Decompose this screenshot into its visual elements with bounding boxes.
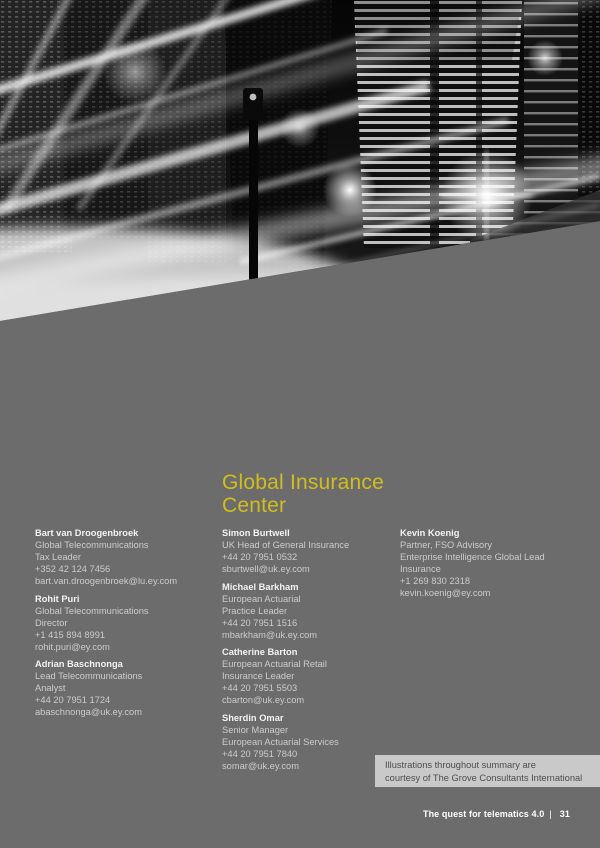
- hero-photo: [0, 0, 600, 332]
- contact-name: Sherdin Omar: [222, 712, 284, 723]
- contact-card: [222, 646, 397, 706]
- contact-email: mbarkham@uk.ey.com: [222, 629, 318, 640]
- contact-email: abaschnonga@uk.ey.com: [35, 707, 142, 717]
- contact-detail: Global Telecommunications: [35, 605, 149, 616]
- contact-email: sburtwell@uk.ey.com: [222, 564, 310, 574]
- contact-detail: European Actuarial: [222, 593, 301, 604]
- illustration-credit-line2: courtesy of The Grove Consultants International: [385, 773, 583, 783]
- contact-detail: Global Telecommunications: [35, 540, 149, 550]
- contacts-column-telecom: [35, 527, 217, 724]
- contact-detail: Senior Manager: [222, 724, 289, 735]
- contact-name: Rohit Puri: [35, 593, 80, 604]
- contact-detail: +44 20 7951 0532: [222, 552, 298, 562]
- contact-detail: Insurance: [400, 564, 441, 574]
- page-number: 31: [559, 809, 570, 819]
- illustration-credit-box: [375, 755, 600, 787]
- contact-card: [222, 527, 397, 575]
- footer-separator: |: [549, 809, 552, 819]
- contact-detail: European Actuarial Services: [222, 736, 339, 747]
- contact-detail: +352 42 124 7456: [35, 564, 111, 574]
- contact-email: rohit.puri@ey.com: [35, 641, 110, 652]
- contact-detail: Enterprise Intelligence Global Lead: [400, 552, 545, 562]
- contact-name: Adrian Baschnonga: [35, 659, 123, 669]
- contact-name: Simon Burtwell: [222, 528, 290, 538]
- contact-card: [35, 593, 217, 653]
- contact-name: Michael Barkham: [222, 581, 299, 592]
- contact-detail: +44 20 7951 1724: [35, 695, 111, 705]
- contact-card: [400, 527, 596, 599]
- contact-email: bart.van.droogenbroek@lu.ey.com: [35, 576, 178, 586]
- contact-detail: +44 20 7951 5503: [222, 683, 298, 693]
- contact-name: Kevin Koenig: [400, 528, 460, 538]
- report-title: The quest for telematics 4.0: [422, 809, 545, 819]
- section-title: Global Insurance Center: [222, 471, 384, 517]
- illustration-credit-line1: Illustrations throughout summary are: [385, 760, 536, 770]
- contact-card: [222, 581, 397, 641]
- contact-detail: +44 20 7951 1516: [222, 617, 298, 628]
- contact-email: somar@uk.ey.com: [222, 760, 299, 771]
- contact-email: kevin.koenig@ey.com: [400, 588, 491, 598]
- contact-detail: Tax Leader: [35, 552, 81, 562]
- contact-detail: Insurance Leader: [222, 671, 295, 681]
- contact-name: Catherine Barton: [222, 647, 298, 657]
- contacts-column-insurance: [222, 527, 397, 777]
- contact-detail: +1 415 894 8991: [35, 629, 106, 640]
- page-footer: [423, 809, 570, 819]
- contact-detail: European Actuarial Retail: [222, 659, 327, 669]
- contact-detail: Partner, FSO Advisory: [400, 540, 492, 550]
- contact-detail: Lead Telecommunications: [35, 671, 143, 681]
- contact-detail: Director: [35, 617, 68, 628]
- contact-detail: Practice Leader: [222, 605, 288, 616]
- contact-card: [35, 527, 217, 587]
- contact-name: Bart van Droogenbroek: [35, 528, 139, 538]
- contact-detail: +44 20 7951 7840: [222, 748, 298, 759]
- contact-detail: UK Head of General Insurance: [222, 540, 350, 550]
- contact-card: [222, 712, 397, 772]
- contact-detail: Analyst: [35, 683, 66, 693]
- contact-card: [35, 658, 217, 718]
- contact-email: cbarton@uk.ey.com: [222, 695, 305, 705]
- contact-detail: +1 269 830 2318: [400, 576, 471, 586]
- contacts-column-advisory: [400, 527, 596, 605]
